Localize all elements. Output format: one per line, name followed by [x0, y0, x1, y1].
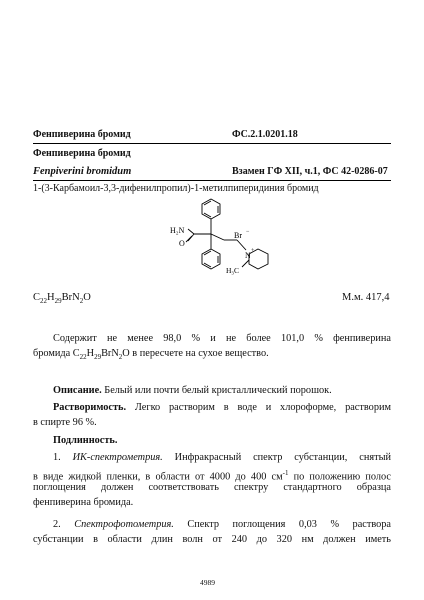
- solubility-line-1: Растворимость. Легко растворим в воде и хлороформе, растворим: [53, 402, 391, 413]
- structure-bonds: [186, 199, 268, 269]
- bromide-charge: −: [246, 229, 250, 235]
- header-name-lat: Fenpiverini bromidum: [33, 166, 132, 177]
- n-plus-charge: +: [251, 248, 255, 254]
- header-rule-2: [33, 180, 391, 181]
- n-plus-label: N: [245, 251, 251, 260]
- bromide-label: Br: [234, 231, 242, 240]
- ir-line-3: поглощения должен соответствовать спектру стандартного образца: [33, 482, 391, 493]
- chemical-name: 1-(3-Карбамоил-3,3-дифенилпропил)-1-метилпиперидиния бромид: [33, 183, 319, 194]
- ir-line-2: в виде жидкой пленки, в области от 4000 до 400 $см^{-1}$ по положению полос: [33, 469, 391, 483]
- page-number: 4989: [200, 578, 215, 587]
- description: Описание. Белый или почти белый кристаллический порошок.: [53, 385, 332, 396]
- uv-line-1: 2. Спектрофотометрия. Спектр поглощения 0,03 % раствора: [53, 519, 391, 530]
- ir-line-1: 1. ИК-спектрометрия. Инфракрасный спектр субстанции, снятый: [53, 452, 391, 463]
- identity-heading: Подлинность.: [53, 435, 118, 446]
- solubility-line-2: в спирте 96 %.: [33, 417, 97, 428]
- molecular-weight: М.м. 417,4: [342, 292, 390, 303]
- amide-n-label: H₂N: [170, 226, 185, 235]
- header-name-ru: Фенпиверина бромид: [33, 129, 131, 140]
- molecular-formula: $C_{22}H_{29}BrN_2O$: [33, 292, 91, 306]
- structural-formula: [160, 196, 310, 288]
- content-line-2: бромида $C_{22}H_{29}BrN_2O$ в пересчете на сухое вещество.: [33, 348, 269, 362]
- ir-line-4: фенпиверина бромида.: [33, 497, 134, 508]
- amide-o-label: O: [179, 239, 185, 248]
- content-line-1: Содержит не менее 98,0 % и не более 101,0 % фенпиверина: [53, 333, 391, 344]
- methyl-label: H₃C: [226, 266, 240, 275]
- header-name-ru-2: Фенпиверина бромид: [33, 148, 131, 159]
- fs-code: ФС.2.1.0201.18: [232, 129, 298, 140]
- header-rule-1: [33, 143, 391, 144]
- header-replaces: Взамен ГФ XII, ч.1, ФС 42-0286-07: [232, 166, 388, 177]
- uv-line-2: субстанции в области длин волн от 240 до 320 нм должен иметь: [33, 534, 391, 545]
